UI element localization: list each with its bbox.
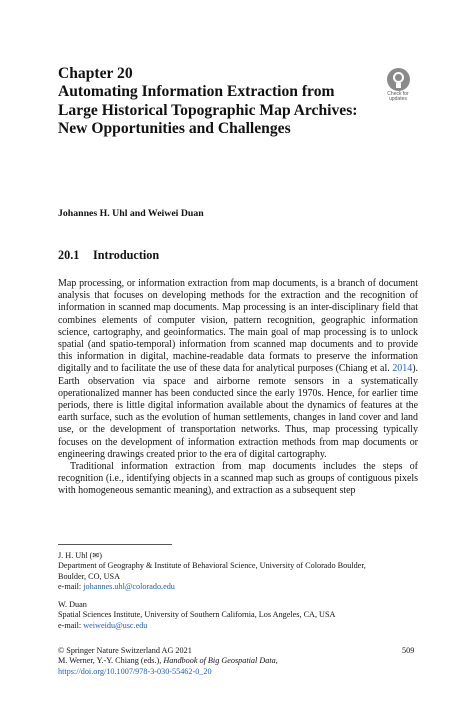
body-text: [58, 278, 418, 498]
email-link[interactable]: weiweidu@usc.edu: [83, 620, 148, 630]
author-name: J. H. Uhl: [58, 551, 88, 560]
badge-label: Check for updates: [387, 91, 409, 103]
email-link[interactable]: johannes.uhl@colorado.edu: [83, 581, 175, 591]
affiliation: Boulder, CO, USA: [58, 571, 120, 581]
paragraph: Traditional information extraction from map documents includes the steps of recognition (i.e., identifying objects in a scanned map such as groups of contiguous pixels with homogeneous semantic meaning), and extraction as a subsequent step: [58, 461, 418, 497]
page-number: 509: [402, 646, 415, 655]
author-name: W. Duan: [58, 600, 87, 609]
paragraph: Map processing, or information extraction from map documents, is a branch of document analysis that focuses on developing methods for the extraction and the recognition of information in scanned map documents. Map processing is an inter-disciplinary field that combines elements of computer vision, pattern recognition, geographic information science, cartography, and geoinformatics. The main goal of map processing is to unlock spatial (and spatio-temporal) information from scanned map documents and to provide this information in digital, machine-readable data formats to preserve the information digitally and to facilitate the use of these data for analytical purposes (Chiang et al. 2014). Earth observation via space and airborne remote sensors in a systematically operationalized manner has been conducted since the early 1970s. Hence, for earlier time periods, there is little digital information available about the dynamics of features at the earth surface, such as the evolution of human settlements, changes in land cover and land use, or the development of transportation networks. Thus, map processing typically focuses on the development of information extraction methods from map documents or engineering drawings created prior to the era of digital cartography.: [58, 278, 418, 460]
envelope-icon: (✉): [89, 551, 102, 560]
citation-link[interactable]: 2014: [392, 363, 413, 375]
book-citation: M. Werner, Y.-Y. Chiang (eds.), Handbook of Big Geospatial Data,: [58, 656, 278, 666]
author-footnote: [58, 600, 438, 631]
doi-link[interactable]: https://doi.org/10.1007/978-3-030-55462-0_20: [58, 666, 212, 676]
author-line: Johannes H. Uhl and Weiwei Duan: [58, 208, 204, 219]
affiliation: Spatial Sciences Institute, University of Southern California, Los Angeles, CA, USA: [58, 610, 336, 620]
publication-info: [58, 646, 418, 677]
email-label: e-mail:: [58, 581, 84, 591]
section-heading: [58, 248, 159, 263]
author-footnote: [58, 551, 438, 592]
chapter-title: Automating Information Extraction from Large Historical Topographic Map Archives: New Opportunities and Challenges: [58, 83, 358, 138]
affiliation: Department of Geography & Institute of Behavioral Science, University of Colorado Boulder,: [58, 561, 366, 571]
copyright: © Springer Nature Switzerland AG 2021: [58, 646, 192, 655]
section-title: Introduction: [93, 248, 160, 262]
chapter-heading: [58, 65, 358, 139]
check-for-updates-badge[interactable]: [381, 68, 415, 102]
chapter-number: Chapter 20: [58, 65, 133, 82]
footnote-divider: [58, 544, 172, 545]
bookmark-icon: [387, 68, 410, 91]
section-number: 20.1: [58, 248, 80, 262]
email-label: e-mail:: [58, 620, 84, 630]
